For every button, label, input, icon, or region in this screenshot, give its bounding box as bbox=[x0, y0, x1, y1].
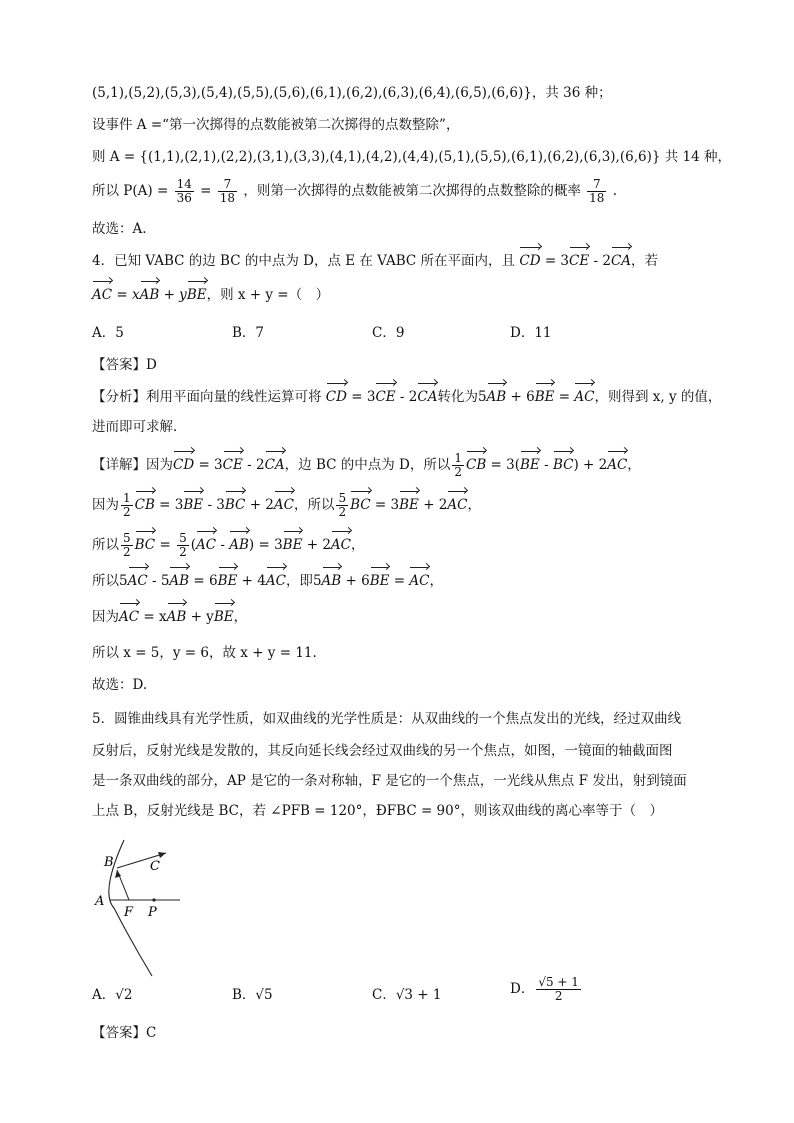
vector-BC: BC bbox=[553, 454, 574, 476]
vector-CA: CA bbox=[611, 250, 631, 272]
detail-line-3: 所以 $\frac{5}{2}$ BC = $\frac{5}{2}$ (AC - AB) = 3BE + 2AC， bbox=[92, 531, 365, 559]
hyperbola-mirror-diagram bbox=[92, 838, 192, 978]
point-P bbox=[152, 898, 155, 901]
vector-AB: AB bbox=[487, 386, 507, 408]
vector-AC: AC bbox=[196, 534, 216, 556]
fraction-half: $\frac{1}{2}$ bbox=[454, 451, 462, 479]
analysis-text-1: 利用平面向量的线性运算可将 bbox=[146, 389, 322, 405]
detail-text: 所以 bbox=[92, 537, 119, 553]
choice-a-conclusion: 故选：A. bbox=[92, 221, 147, 237]
detail-text: ，边 BC 的中点为 D，所以 bbox=[284, 457, 451, 473]
detail-label: 【详解】 bbox=[92, 457, 146, 473]
q4-option-d: D．11 bbox=[510, 325, 552, 341]
question-5-line-3: 是一条双曲线的部分，AP 是它的一条对称轴，F 是它的一个焦点，一光线从焦点 F 发出，射到镜面 bbox=[92, 773, 687, 789]
vector-AB: AB bbox=[140, 284, 160, 306]
detail-text: 因为 bbox=[92, 497, 119, 513]
fraction-7-18-final: $\frac{7}{18}$ bbox=[589, 177, 605, 205]
vector-CA: CA bbox=[265, 454, 285, 476]
answer-5 bbox=[92, 1022, 156, 1044]
vector-AC: AC bbox=[128, 570, 148, 592]
q5-option-d bbox=[510, 976, 583, 1003]
q4-text-b: = 3 bbox=[544, 253, 570, 269]
vector-CB: CB bbox=[135, 494, 155, 516]
answer-label: 【答案】 bbox=[92, 357, 146, 373]
fraction-five-halves: $\frac{5}{2}$ bbox=[338, 491, 347, 519]
q4-ask: ，则 x + y =（ ） bbox=[206, 287, 330, 303]
arrow-BC bbox=[158, 852, 166, 858]
vector-CD: CD bbox=[173, 454, 194, 476]
label-C: C bbox=[150, 859, 160, 874]
fraction-half: $\frac{1}{2}$ bbox=[123, 491, 131, 519]
event-outcomes: 则 A = {(1,1),(2,1),(2,2),(3,1),(3,3),(4,1),(4,2),(4,4),(5,1),(5,5),(6,1),(6,2),(6,3),(6,6)} 共 14 种， bbox=[92, 149, 731, 165]
detail-text: 因为 bbox=[146, 457, 173, 473]
detail-text: 因为 bbox=[92, 609, 119, 625]
q4-text-d: ，若 bbox=[631, 253, 659, 269]
label-F: F bbox=[124, 905, 134, 920]
question-4-condition: AC = xAB + yBE，则 x + y =（ ） bbox=[92, 284, 329, 306]
equals-sign: = bbox=[200, 183, 212, 199]
vector-AC: AC bbox=[119, 606, 139, 628]
q5-option-b: B．√5 bbox=[232, 987, 273, 1003]
fraction-14-36: $\frac{14}{36}$ bbox=[176, 177, 192, 205]
q4-option-c: C．9 bbox=[372, 325, 405, 341]
analysis-4-cont: 进而即可求解． bbox=[92, 419, 187, 435]
question-5-line-2: 反射后，反射光线是发散的，其反向延长线会经过双曲线的另一个焦点，如图，一镜面的轴截面图 bbox=[92, 743, 673, 759]
sample-space-continued: (5,1),(5,2),(5,3),(5,4),(5,5),(5,6),(6,1),(6,2),(6,3),(6,4),(6,5),(6,6)}，共 36 种； bbox=[92, 85, 612, 101]
q5-option-c: C．√3 + 1 bbox=[372, 987, 442, 1003]
vector-BE: BE bbox=[214, 606, 234, 628]
vector-AC: AC bbox=[331, 534, 351, 556]
answer-label: 【答案】 bbox=[92, 1025, 146, 1041]
question-4-stem bbox=[92, 250, 658, 272]
detail-text: ，即 bbox=[285, 573, 313, 589]
vector-BE: BE bbox=[218, 570, 238, 592]
vector-BE: BE bbox=[183, 494, 203, 516]
vector-AC: AC bbox=[607, 454, 627, 476]
vector-AC: AC bbox=[92, 284, 112, 306]
detail-text: 所以 bbox=[92, 573, 119, 589]
vector-BE: BE bbox=[520, 454, 540, 476]
q4-text-c: - 2 bbox=[593, 253, 611, 269]
q4-option-b: B．7 bbox=[232, 325, 265, 341]
vector-BC: BC bbox=[225, 494, 246, 516]
question-5-line-4: 上点 B，反射光线是 BC，若 ∠PFB = 120°，ÐFBC = 90°，则该双曲线的离心率等于（ ） bbox=[92, 803, 663, 819]
detail-line-7: 故选：D. bbox=[92, 677, 148, 693]
vector-AC: AC bbox=[266, 570, 286, 592]
vector-BE: BE bbox=[535, 386, 555, 408]
q4-option-a: A．5 bbox=[92, 325, 124, 341]
q4-text-a: 4．已知 VABC 的边 BC 的中点为 D，点 E 在 VABC 所在平面内，且 bbox=[92, 253, 516, 269]
analysis-text-3: ，则得到 x, y 的值， bbox=[594, 389, 722, 405]
detail-line-5: 因为AC = xAB + yBE， bbox=[92, 606, 247, 628]
vector-BC: BC bbox=[135, 534, 156, 556]
vector-CB: CB bbox=[466, 454, 486, 476]
vector-AB: AB bbox=[167, 606, 187, 628]
label-P: P bbox=[148, 905, 157, 920]
label-A: A bbox=[95, 894, 105, 909]
vector-AC: AC bbox=[574, 386, 594, 408]
q5-option-a: A．√2 bbox=[92, 987, 133, 1003]
label-B: B bbox=[104, 855, 114, 870]
fraction-7-18: $\frac{7}{18}$ bbox=[219, 177, 236, 205]
vector-AB: AB bbox=[169, 570, 189, 592]
fraction-five-halves: $\frac{5}{2}$ bbox=[179, 531, 187, 559]
probability-result bbox=[92, 178, 617, 205]
answer-value: C bbox=[146, 1025, 157, 1041]
vector-BE: BE bbox=[399, 494, 419, 516]
detail-line-6: 所以 x = 5，y = 6，故 x + y = 11. bbox=[92, 645, 317, 661]
vector-CE: CE bbox=[223, 454, 243, 476]
fraction-five-halves: $\frac{5}{2}$ bbox=[123, 531, 131, 559]
vector-CD: CD bbox=[519, 250, 540, 272]
vector-BE: BE bbox=[283, 534, 303, 556]
vector-BE: BE bbox=[187, 284, 207, 306]
fraction-sqrt5-plus-1-over-2: $\frac{√5 + 1}{2}$ bbox=[538, 975, 579, 1003]
vector-AB: AB bbox=[229, 534, 249, 556]
vector-AC: AC bbox=[409, 570, 429, 592]
vector-CE: CE bbox=[569, 250, 589, 272]
prob-mid-text: ，则第一次掷得的点数能被第二次掷得的点数整除的概率 bbox=[243, 183, 581, 199]
vector-CA: CA bbox=[417, 386, 437, 408]
vector-AB: AB bbox=[322, 570, 342, 592]
detail-line-1: 【详解】因为CD = 3CE - 2CA，边 BC 的中点为 D，所以 $\frac{1}{2}$ CB = 3(BE - BC) + 2AC， bbox=[92, 451, 641, 479]
detail-line-4: 所以5AC - 5AB = 6BE + 4AC，即5AB + 6BE = AC， bbox=[92, 570, 443, 592]
prob-end: . bbox=[612, 183, 617, 199]
vector-CD: CD bbox=[326, 386, 347, 408]
detail-line-2: 因为 $\frac{1}{2}$ CB = 3BE - 3BC + 2AC，所以 $\frac{5}{2}$ BC = 3BE + 2AC， bbox=[92, 491, 481, 519]
vector-AC: AC bbox=[447, 494, 467, 516]
vector-BE: BE bbox=[370, 570, 390, 592]
vector-BC: BC bbox=[350, 494, 371, 516]
analysis-4: 【分析】利用平面向量的线性运算可将 CD = 3CE - 2CA转化为5AB + 6BE = AC，则得到 x, y 的值， bbox=[92, 386, 721, 408]
vector-CE: CE bbox=[375, 386, 395, 408]
question-5-line-1: 5．圆锥曲线具有光学性质，如双曲线的光学性质是：从双曲线的一个焦点发出的光线，经过双曲线 bbox=[92, 711, 682, 727]
detail-text: ，所以 bbox=[293, 497, 335, 513]
prob-prefix: 所以 P(A) = bbox=[92, 183, 169, 199]
analysis-label: 【分析】 bbox=[92, 389, 146, 405]
analysis-text-2: 转化为 bbox=[437, 389, 478, 405]
vector-AC: AC bbox=[274, 494, 294, 516]
answer-value: D bbox=[146, 357, 157, 373]
answer-4 bbox=[92, 354, 157, 376]
q5-option-d-label: D． bbox=[510, 981, 535, 997]
event-definition: 设事件 A =“第一次掷得的点数能被第二次掷得的点数整除”， bbox=[92, 117, 460, 133]
